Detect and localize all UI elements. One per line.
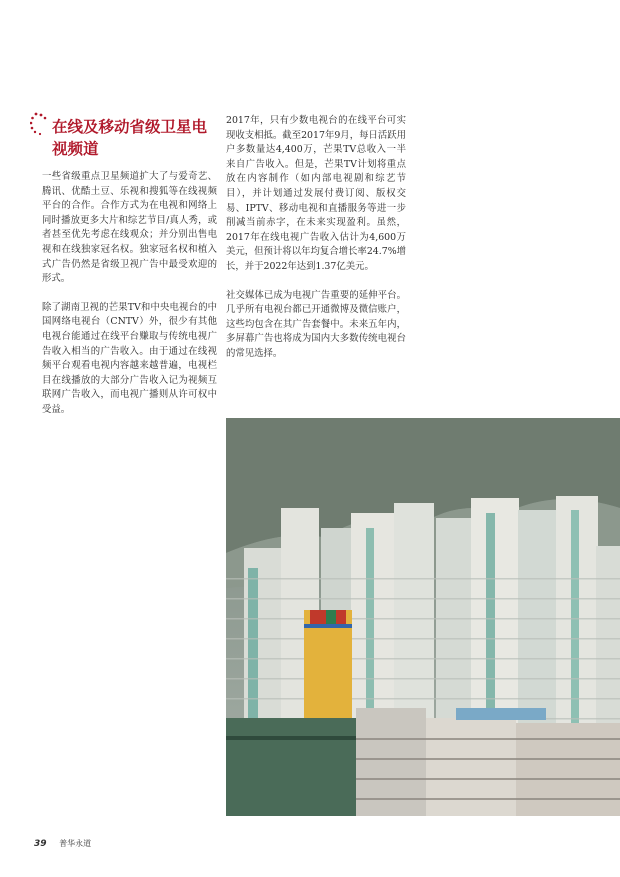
body-paragraph: 社交媒体已成为电视广告重要的延伸平台。几乎所有电视台都已开通微博及微信账户，这些均包含在其广告套餐中。未来五年内，多屏幕广告也将成为国内大多数传统电视台的常见选择。 xyxy=(226,289,406,359)
body-paragraph: 一些省级重点卫星频道扩大了与爱奇艺、腾讯、优酷土豆、乐视和搜狐等在线视频平台的合作。合作方式为在电视和网络上同时播放更多大片和综艺节目/真人秀，或者甚至优先考虑在线观众；并分别出售电视和在线独家冠名权。独家冠名权和植入式广告仍然是省级卫视广告中最受欢迎的形式。 xyxy=(42,171,217,285)
body-paragraph: 2017年，只有少数电视台的在线平台可实现收支相抵。截至2017年9月，每日活跃用户多数量达4,400万，芒果TV总收入一半来自广告收入。但是，芒果TV计划将重点放在内容制作（如内部电视剧和综艺节目），并计划通过发展付费订阅、版权交易、IPTV、移动电视和直播服务等进一步削减当前赤字，在未来实现盈利。虽然，2017年在线电视广告收入估计为4,600万美元，但预计将以年均复合增长率24.7%增长，并于2022年达到1.37亿美元。 xyxy=(226,115,406,272)
body-paragraph: 除了湖南卫视的芒果TV和中央电视台的中国网络电视台（CNTV）外，很少有其他电视台能通过在线平台赚取与传统电视广告收入相当的广告收入。由于通过在线视频平台观看电视内容越来越普遍，电视栏目在线播放的大部分广告收入记为视频互联网广告收入，而电视广播则从许可权中受益。 xyxy=(42,301,217,415)
dotted-circle-icon xyxy=(30,112,48,138)
page-footer xyxy=(34,838,91,849)
section-title: 在线及移动省级卫星电视频道 xyxy=(52,118,208,158)
left-column xyxy=(42,170,217,432)
city-skyline-photo xyxy=(226,418,620,816)
publisher-name: 普华永道 xyxy=(59,839,92,848)
page-number: 39 xyxy=(34,839,47,849)
right-column xyxy=(226,114,406,376)
